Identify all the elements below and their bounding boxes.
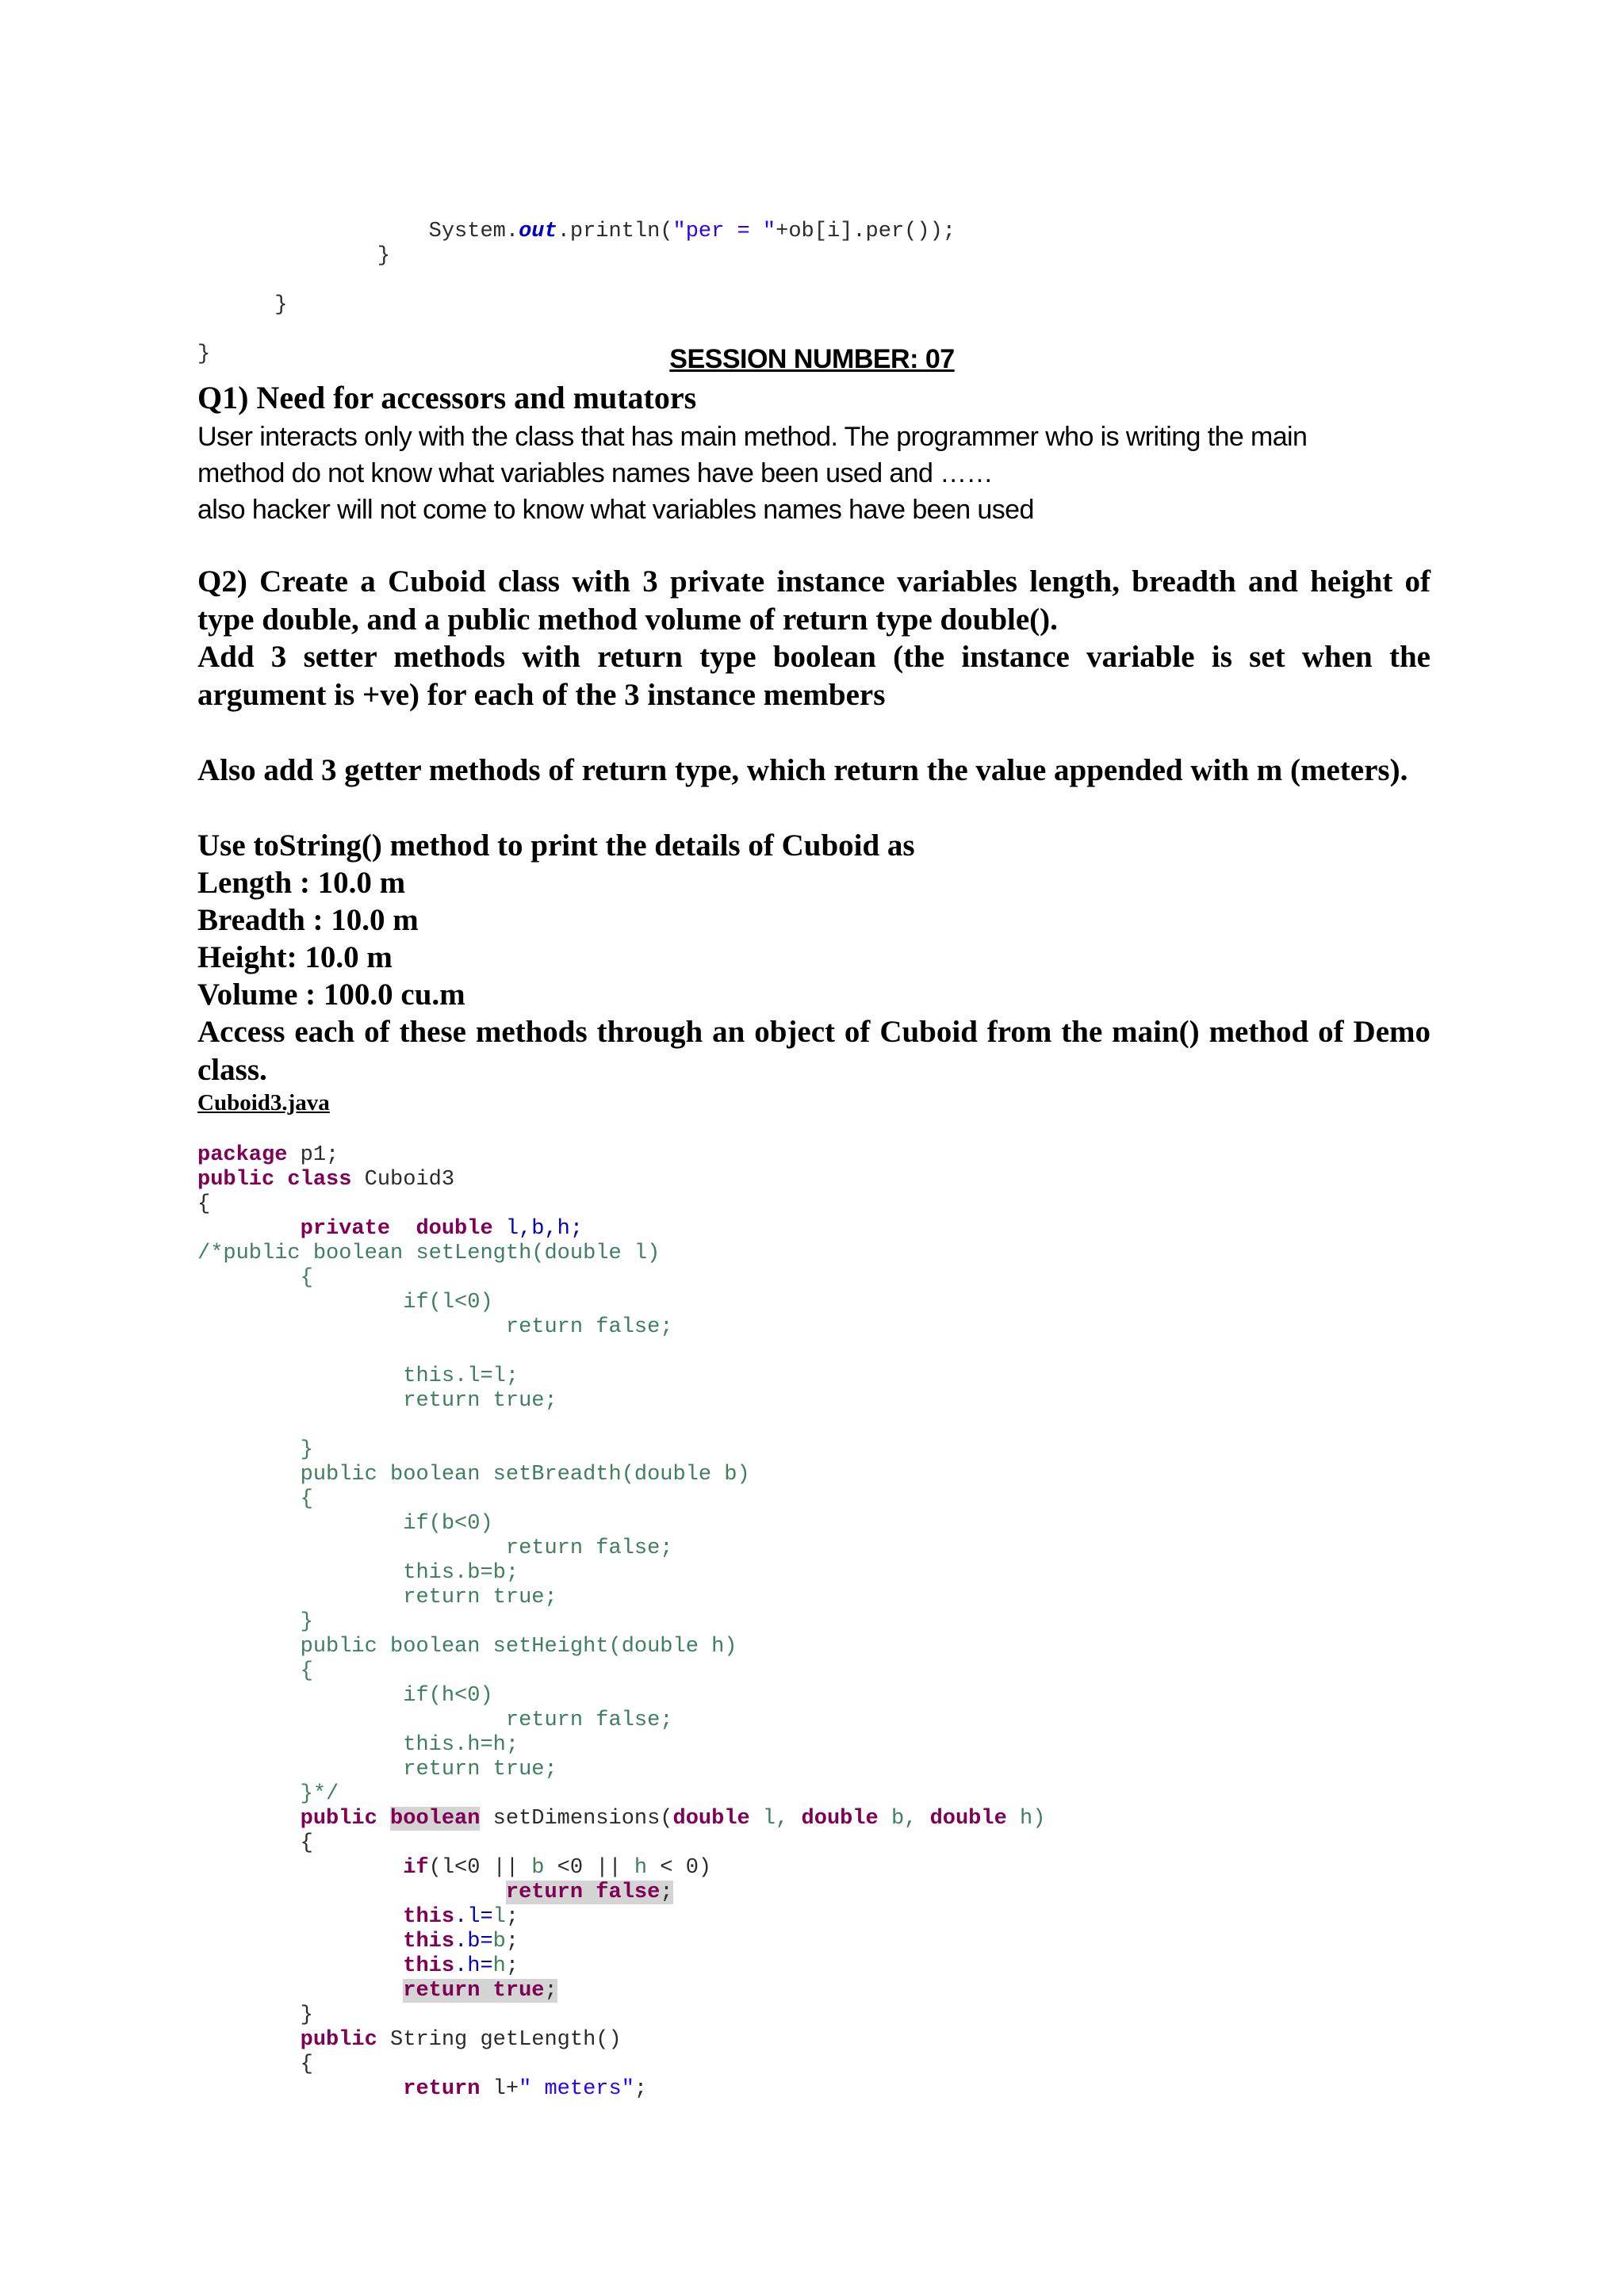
file-name: Cuboid3.java [197, 1090, 330, 1115]
comment-line: this.b=b; [300, 1561, 519, 1585]
comment-line: public boolean setHeight(double h) [300, 1635, 737, 1659]
comment-line: } [300, 1438, 313, 1462]
q2-para3: Also add 3 getter methods of return type, which return the value appended with m (meters). [197, 753, 1408, 787]
comment-line: this.h=h; [300, 1733, 519, 1757]
code-line: public boolean setDimensions(double l, double b, double h) [300, 1807, 1046, 1831]
comment-line: return false; [300, 1315, 673, 1339]
code-line: { [300, 2053, 313, 2076]
code-line: this.l=l; [403, 1905, 519, 1929]
output-height: Height: 10.0 m [197, 940, 393, 974]
q1-body [197, 419, 1434, 528]
code-line: } [377, 244, 391, 268]
code-line: package p1; [197, 1143, 339, 1167]
q1-line: User interacts only with the class that has main method. The programmer who is writing the main [197, 422, 1308, 452]
code-line: this.h=h; [403, 1954, 519, 1978]
top-code-block [197, 195, 956, 367]
commented-code [197, 1242, 750, 1806]
code-line: { [197, 1192, 211, 1216]
output-volume: Volume : 100.0 cu.m [197, 978, 465, 1012]
comment-line: return true; [300, 1389, 557, 1413]
q2-para5: Access each of these methods through an object of Cuboid from the main() method of Demo class. [197, 1015, 1431, 1087]
code-line: this.b=b; [403, 1930, 519, 1954]
code-line: } [274, 293, 288, 317]
code-line: public String getLength() [300, 2028, 622, 2052]
comment-line: if(h<0) [300, 1684, 493, 1708]
comment-line: { [300, 1266, 313, 1290]
comment-line: /*public boolean setLength(double l) [197, 1242, 661, 1265]
session-heading: SESSION NUMBER: 07 [669, 344, 955, 374]
comment-line: return false; [300, 1709, 673, 1732]
q1-title: Q1) Need for accessors and mutators [197, 380, 697, 415]
code-line: { [300, 1831, 313, 1855]
comment-line: return true; [300, 1586, 557, 1609]
code-line: private double l,b,h; [300, 1217, 584, 1241]
output-breadth: Breadth : 10.0 m [197, 903, 419, 937]
code-line: } [197, 342, 211, 366]
comment-line: return true; [300, 1758, 557, 1781]
comment-line: }*/ [300, 1782, 339, 1806]
comment-line: { [300, 1487, 313, 1511]
comment-line: return false; [300, 1536, 673, 1560]
output-length: Length : 10.0 m [197, 866, 406, 900]
code-line: if(l<0 || b <0 || h < 0) [403, 1856, 712, 1880]
code-line: return l+" meters"; [403, 2077, 648, 2101]
code-line: return false; [505, 1881, 673, 1904]
q2-para4: Use toString() method to print the details of Cuboid as [197, 828, 915, 863]
q2-para2: Add 3 setter methods with return type boolean (the instance variable is set when the argument is +ve) for each of the 3 instance members [197, 640, 1431, 712]
comment-line: } [300, 1610, 313, 1634]
comment-line: public boolean setBreadth(double b) [300, 1463, 750, 1487]
code-line: } [300, 2003, 313, 2027]
comment-line: if(l<0) [300, 1291, 493, 1314]
q1-line: also hacker will not come to know what variables names have been used [197, 495, 1034, 525]
q2-para1: Q2) Create a Cuboid class with 3 private instance variables length, breadth and height of type double, and a public method volume of return type double(). [197, 564, 1431, 637]
comment-line: this.l=l; [300, 1364, 519, 1388]
comment-line: if(b<0) [300, 1512, 493, 1536]
code-line: public class Cuboid3 [197, 1168, 455, 1192]
code-line: System.out.println("per = "+ob[i].per()); [428, 220, 956, 243]
comment-line: { [300, 1659, 313, 1683]
code-line: return true; [403, 1979, 557, 2003]
q1-line: method do not know what variables names have been used and …… [197, 458, 993, 488]
cuboid3-code-block [197, 1119, 1045, 2102]
